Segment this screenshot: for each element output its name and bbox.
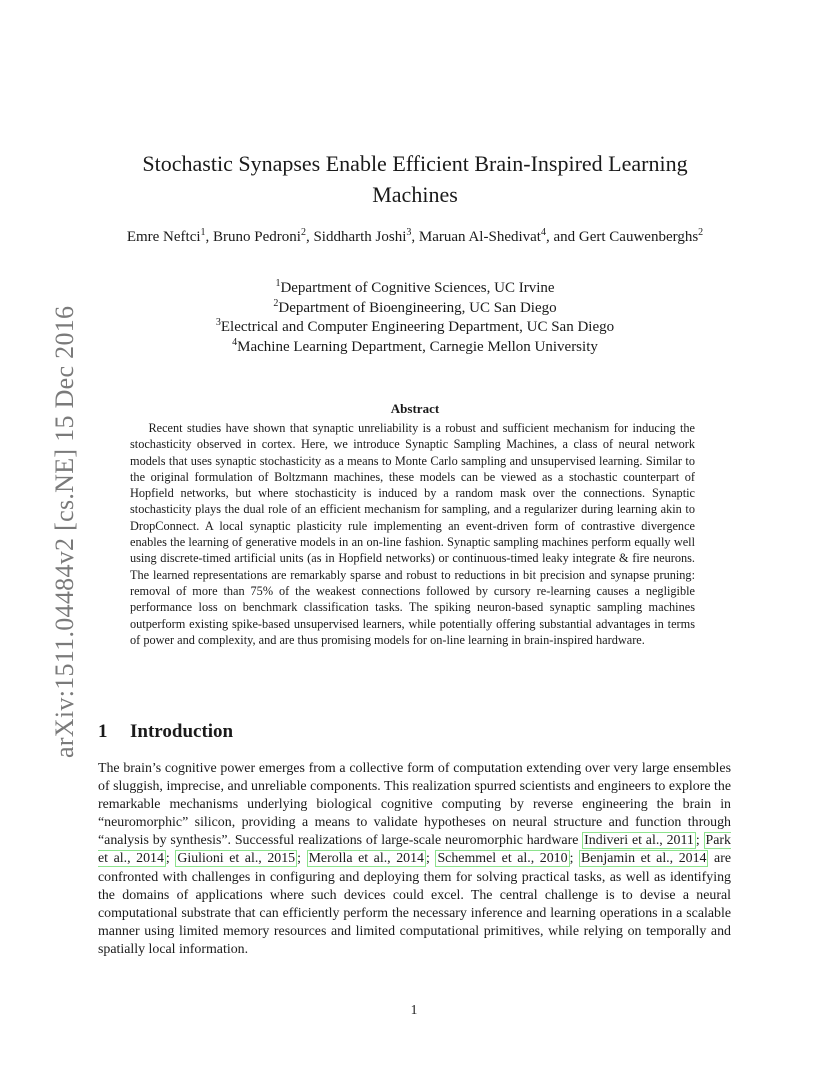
citation-separator: ;	[569, 851, 579, 867]
abstract-heading: Abstract	[390, 401, 440, 416]
author-affiliation-mark: 1	[200, 227, 206, 238]
affiliation-item	[100, 279, 730, 299]
affiliation-text: Machine Learning Department, Carnegie Mellon University	[237, 338, 598, 355]
author-affiliation-mark: 2	[698, 227, 704, 238]
author-affiliation-mark: 4	[540, 227, 546, 238]
citation-link[interactable]: Park et al., 2014	[98, 833, 731, 867]
author-separator: ,	[205, 229, 214, 245]
citation-separator: ;	[297, 851, 307, 867]
intro-text-part-1: The brain’s cognitive power emerges from a collective form of computation extending over very large ensembles of sluggish, imprecise, and unreliable components. This realization spurred scientists and engineers to explore the remarkable mechanisms underlying biological cognitive computing by reverse engineering the brain in “neuromorphic” silicon, providing a means to validate hypotheses on neural structure and function through “analysis by synthesis”. Successful realizations of large-scale neuromorphic hardware	[98, 761, 731, 849]
author-separator: , and	[545, 229, 579, 245]
page-number: 1	[410, 1002, 418, 1017]
citation-link[interactable]: Merolla et al., 2014	[308, 851, 425, 867]
section-heading-introduction	[98, 721, 233, 743]
affiliation-item	[100, 299, 730, 319]
affiliation-mark: 4	[232, 336, 238, 348]
affiliation-item	[100, 338, 730, 358]
author-name: Gert Cauwenberghs	[578, 229, 699, 245]
introduction-paragraph	[98, 760, 731, 959]
affiliation-item	[100, 318, 730, 338]
abstract-text: Recent studies have shown that synaptic unreliability is a robust and sufficient mechanism for inducing the stochasticity observed in cortex. Here, we introduce Synaptic Sampling Machines, a class of neural network models that uses synaptic stochasticity as a means to Monte Carlo sampling and unsupervised learning. Similar to the original formulation of Boltzmann machines, these models can be viewed as a stochastic counterpart of Hopfield networks, but where stochasticity is induced by a random mask over the connections. Synaptic stochasticity plays the dual role of an efficient mechanism for sampling, and a regularizer during learning akin to DropConnect. A local synaptic plasticity rule implementing an event-driven form of contrastive divergence enables the learning of generative models in an on-line fashion. Synaptic sampling machines perform equally well using discrete-timed artificial units (as in Hopfield networks) or continuous-timed leaky integrate & fire neurons. The learned representations are remarkably sparse and robust to reductions in bit precision and synapse pruning: removal of more than 75% of the weakest connections followed by cursory re-learning causes a negligible performance loss on benchmark classification tasks. The spiking neuron-based synaptic sampling machines outperform existing spike-based unsupervised learners, while potentially offering substantial advantages in terms of power and complexity, and are thus promising models for on-line learning in brain-inspired hardware.	[130, 421, 695, 647]
affiliation-mark: 3	[215, 317, 221, 328]
paper-title-line-1: Stochastic Synapses Enable Efficient Brain-Inspired Learning	[142, 151, 688, 176]
paper-title	[100, 148, 730, 210]
affiliation-text: Department of Cognitive Sciences, UC Irvine	[280, 280, 555, 296]
citation-separator: ;	[426, 851, 436, 867]
section-number: 1	[98, 721, 108, 742]
citation-link[interactable]: Schemmel et al., 2010	[437, 851, 568, 867]
author-name: Bruno Pedroni	[213, 229, 301, 245]
affiliation-mark: 1	[275, 278, 281, 289]
affiliation-text: Department of Bioengineering, UC San Diego	[278, 299, 557, 316]
citation-link[interactable]: Giulioni et al., 2015	[177, 851, 296, 867]
author-separator: ,	[305, 229, 314, 245]
citation-separator: ;	[165, 851, 176, 867]
author-affiliation-mark: 3	[406, 227, 412, 238]
citation-link[interactable]: Indiveri et al., 2011	[584, 833, 694, 849]
affiliation-text: Electrical and Computer Engineering Department, UC San Diego	[220, 319, 615, 335]
author-name: Emre Neftci	[126, 229, 201, 245]
citation-separator: ;	[695, 833, 704, 849]
section-title: Introduction	[130, 721, 234, 742]
affiliation-list	[100, 279, 730, 357]
arxiv-identifier-stamp: arXiv:1511.04484v2 [cs.NE] 15 Dec 2016	[50, 305, 79, 758]
affiliation-mark: 2	[273, 297, 279, 309]
author-separator: ,	[411, 229, 419, 245]
author-list	[120, 228, 710, 247]
paper-title-line-2: Machines	[372, 182, 458, 207]
author-affiliation-mark: 2	[300, 227, 306, 238]
intro-text-part-2: are confronted with challenges in configuring and deploying them for solving practical tasks, as well as identifying the domains of applications where such devices could excel. The central challenge is to devise a neural computational substrate that can efficiently perform the necessary inference and learning operations in a scalable manner using limited memory resources and limited computational primitives, while relying on temporally and spatially local information.	[98, 851, 732, 957]
author-name: Siddharth Joshi	[313, 229, 407, 245]
author-name: Maruan Al-Shedivat	[418, 229, 541, 245]
citation-link[interactable]: Benjamin et al., 2014	[581, 851, 707, 867]
